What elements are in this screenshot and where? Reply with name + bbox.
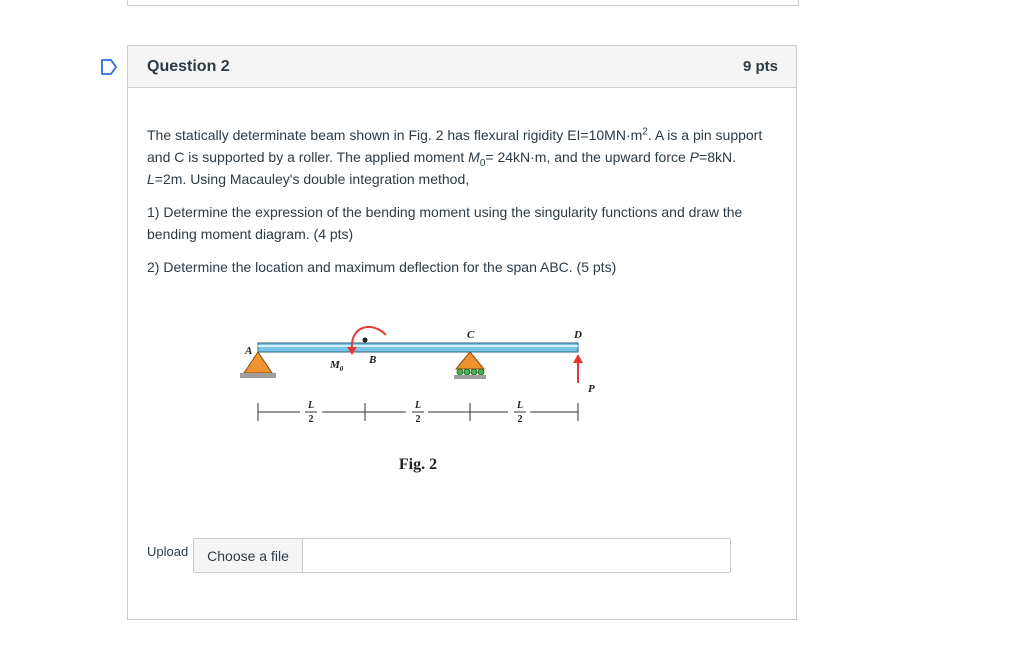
label-p: P bbox=[588, 383, 595, 395]
dim-label-3-num: L bbox=[516, 400, 524, 411]
label-d: D bbox=[574, 329, 582, 341]
label-a: A bbox=[245, 345, 253, 357]
roller-support-c bbox=[456, 352, 484, 369]
question-text bbox=[147, 124, 777, 289]
label-m0: $M_0$ bbox=[330, 359, 344, 373]
point-b bbox=[363, 338, 368, 343]
question-header bbox=[128, 46, 796, 88]
question-title: Question 2 bbox=[147, 57, 230, 75]
dim-label-2-num: L bbox=[414, 400, 422, 411]
question-points: 9 pts bbox=[742, 58, 778, 75]
figure-caption: Fig. 2 bbox=[398, 456, 438, 473]
question-card bbox=[127, 45, 797, 620]
label-c: C bbox=[467, 329, 475, 341]
flag-question-icon[interactable] bbox=[100, 59, 118, 75]
beam bbox=[258, 343, 578, 352]
upload-row bbox=[147, 538, 737, 576]
question-part-2: 2) Determine the location and maximum deflection for the span ABC. (5 pts) bbox=[147, 259, 617, 275]
dim-label-2-den: 2 bbox=[415, 414, 421, 425]
question-intro: The statically determinate beam shown in Fig. 2 has flexural rigidity $EI=10MN\cdot m^2$. A is a pin support and C is supported by a roller. The applied moment $M_0= 24kN\cdot m$, and the upward force P=8kN. L=2m. Using Macauley's double integration method, bbox=[147, 126, 763, 187]
previous-question-card bbox=[127, 0, 799, 6]
choose-file-button[interactable]: Choose a file bbox=[194, 539, 303, 572]
question-part-1: 1) Determine the expression of the bending moment using the singularity functions and draw the bending moment diagram. (4 pts) bbox=[147, 204, 743, 242]
dim-label-1-den: 2 bbox=[308, 414, 314, 425]
beam-figure bbox=[238, 323, 595, 479]
label-b: B bbox=[369, 354, 377, 366]
file-input[interactable] bbox=[193, 538, 731, 573]
dim-label-3-den: 2 bbox=[517, 414, 523, 425]
upload-label: Upload bbox=[147, 544, 189, 559]
dim-label-1-num: L bbox=[307, 400, 315, 411]
